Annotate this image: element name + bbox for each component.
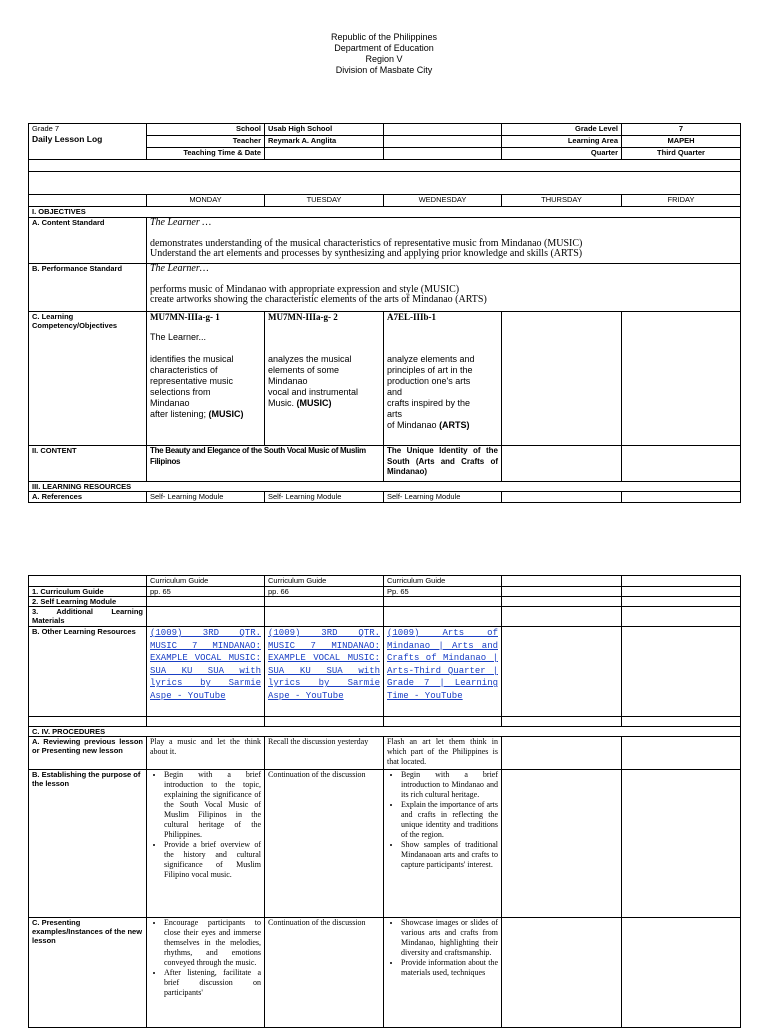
youtube-link-wednesday[interactable]: (1009) Arts of Mindanao | Arts and Crafts of Mindanao | Arts-Third Quarter | Grade 7 | Learning Time - YouTube [384, 627, 502, 717]
additional-materials-label: 3. Additional Learning Materials [29, 607, 147, 627]
performance-standard-arts: create artworks showing the characteristic elements of the arts of Mindanao (ARTS) [150, 294, 487, 305]
blank-cell [502, 492, 622, 503]
establishing-purpose-label: B. Establishing the purpose of the lesson [29, 770, 147, 918]
presenting-examples-label: C. Presenting examples/Instances of the new lesson [29, 918, 147, 1028]
reviewing-tuesday: Recall the discussion yesterday [265, 737, 384, 770]
youtube-link-tuesday[interactable]: (1009) 3RD QTR. MUSIC 7 MINDANAO: EXAMPLE VOCAL MUSIC: SUA KU SUA with lyrics by Sarmie Aspe - YouTube [265, 627, 384, 717]
blank-cell [622, 717, 741, 727]
competency-code-wednesday: A7EL-IIIb-1 [387, 312, 437, 322]
header-region: Region V [365, 54, 403, 64]
competency-tuesday-tag: (MUSIC) [296, 397, 332, 408]
presenting-monday-item-1: • Encourage participants to close their eyes and immerse themselves in the melodies, rhythms, and emotions conveyed through the music. [164, 918, 261, 968]
content-standard-arts: Understand the art elements and processes by synthesizing and applying prior knowledge and skills (ARTS) [150, 248, 583, 259]
blank-cell [622, 587, 741, 597]
school-value: Usab High School [265, 124, 384, 136]
references-wednesday: Self- Learning Module [384, 492, 502, 503]
competency-monday [147, 312, 265, 446]
references-monday: Self- Learning Module [147, 492, 265, 503]
references-tuesday: Self- Learning Module [265, 492, 384, 503]
procedures-heading: C. IV. PROCEDURES [29, 727, 741, 737]
competency-tuesday [265, 312, 384, 446]
objectives-heading: I. OBJECTIVES [29, 207, 741, 218]
performance-standard-music: performs music of Mindanao with appropriate expression and style (MUSIC) [150, 283, 460, 295]
grade-level-value: 7 [622, 124, 741, 136]
blank-cell [384, 148, 502, 160]
competency-wednesday-text: analyze elements and principles of art in the production one's arts and crafts inspired by the arts of Mindanao [387, 353, 475, 430]
blank-cell [265, 148, 384, 160]
blank-cell [502, 770, 622, 918]
blank-cell [622, 627, 741, 717]
blank-cell [29, 576, 147, 587]
blank-cell [29, 717, 147, 727]
blank-row [29, 172, 741, 195]
blank-cell [622, 770, 741, 918]
day-header-friday: FRIDAY [622, 195, 741, 207]
day-header-tuesday: TUESDAY [265, 195, 384, 207]
day-header-thursday: THURSDAY [502, 195, 622, 207]
blank-cell [502, 587, 622, 597]
competency-text-monday [150, 354, 261, 420]
performance-standard-learner: The Learner… [150, 263, 209, 274]
cg-header-wednesday: Curriculum Guide [384, 576, 502, 587]
self-learning-module-label: 2. Self Learning Module [29, 597, 147, 607]
content-music-topic: The Beauty and Elegance of the South Vocal Music of Muslim Filipinos [147, 446, 384, 482]
header-division: Division of Masbate City [335, 65, 433, 75]
blank-row [29, 160, 741, 172]
competency-wednesday [384, 312, 502, 446]
purpose-monday-item-2: • Provide a brief overview of the history and cultural significance of Muslim Filipino vocal music. [164, 840, 261, 880]
purpose-monday [147, 770, 265, 918]
blank-cell [622, 607, 741, 627]
purpose-monday-item-1: • Begin with a brief introduction to the topic, explaining the significance of the South Vocal Music of Muslim Filipinos in the cultural heritage of the Philippines. [164, 770, 261, 840]
competency-code-monday: MU7MN-IIIa-g- 1 [150, 312, 220, 322]
blank-cell [502, 446, 622, 482]
competency-thursday [502, 312, 622, 446]
blank-cell [622, 576, 741, 587]
purpose-wednesday-item-1: • Begin with a brief introduction to Mindanao and its rich cultural heritage. [401, 770, 498, 800]
cg-pages-monday: pp. 65 [147, 587, 265, 597]
competency-wednesday-tag: (ARTS) [439, 419, 470, 430]
reviewing-lesson-label: A. Reviewing previous lesson or Presenting new lesson [29, 737, 147, 770]
blank-cell [502, 918, 622, 1028]
purpose-wednesday-item-3: • Show samples of traditional Mindanaoan arts and crafts to capture participants' interest. [401, 840, 498, 870]
blank-cell [265, 717, 384, 727]
blank-cell [147, 607, 265, 627]
cg-header-monday: Curriculum Guide [147, 576, 265, 587]
competency-text-wednesday [387, 354, 498, 431]
teacher-value: Reymark A. Anglita [265, 136, 384, 148]
quarter-label: Quarter [502, 148, 622, 160]
school-label: School [147, 124, 265, 136]
purpose-wednesday [384, 770, 502, 918]
blank-cell [502, 737, 622, 770]
blank-cell [147, 717, 265, 727]
blank-cell [502, 576, 622, 587]
content-label: II. CONTENT [29, 446, 147, 482]
blank-cell [502, 597, 622, 607]
reviewing-wednesday: Flash an art let them think in which part of the Philippines is that located. [384, 737, 502, 770]
competency-monday-tag: (MUSIC) [208, 408, 244, 419]
presenting-wednesday-item-2: • Provide information about the materials used, techniques [401, 958, 498, 978]
content-arts-topic: The Unique Identity of the South (Arts and Crafts of Mindanao) [384, 446, 502, 482]
purpose-wednesday-item-2: • Explain the importance of arts and crafts in reflecting the unique identity and traditions of the region. [401, 800, 498, 840]
competency-label: C. Learning Competency/Objectives [29, 312, 147, 446]
blank-cell [265, 607, 384, 627]
blank-cell [622, 446, 741, 482]
performance-standard-label: B. Performance Standard [29, 264, 147, 312]
day-header-monday: MONDAY [147, 195, 265, 207]
blank-cell [384, 136, 502, 148]
blank-cell [502, 607, 622, 627]
grade-level-label: Grade Level [502, 124, 622, 136]
teacher-label: Teacher [147, 136, 265, 148]
blank-cell [29, 195, 147, 207]
competency-text-tuesday [268, 354, 380, 409]
learning-area-label: Learning Area [502, 136, 622, 148]
blank-cell [502, 627, 622, 717]
presenting-monday-item-2: • After listening, facilitate a brief discussion on participants' [164, 968, 261, 998]
presenting-tuesday: Continuation of the discussion [265, 918, 384, 1028]
lesson-log-table-1 [28, 123, 741, 503]
competency-code-tuesday: MU7MN-IIIa-g- 2 [268, 312, 338, 322]
blank-cell [622, 492, 741, 503]
learning-resources-heading: III. LEARNING RESOURCES [29, 482, 741, 492]
cg-pages-wednesday: Pp. 65 [384, 587, 502, 597]
learning-area-value: MAPEH [622, 136, 741, 148]
purpose-tuesday: Continuation of the discussion [265, 770, 384, 918]
header-department: Department of Education [334, 43, 434, 53]
grade-title-cell [29, 124, 147, 160]
blank-cell [384, 717, 502, 727]
blank-cell [265, 597, 384, 607]
grade-label: Grade 7 [32, 124, 60, 133]
blank-cell [384, 124, 502, 136]
blank-cell [502, 717, 622, 727]
content-standard-learner: The Learner … [150, 217, 212, 228]
cg-header-tuesday: Curriculum Guide [265, 576, 384, 587]
content-standard-cell [147, 218, 741, 264]
youtube-link-monday[interactable]: (1009) 3RD QTR. MUSIC 7 MINDANAO: EXAMPLE VOCAL MUSIC: SUA KU SUA with lyrics by Sarmie Aspe - YouTube [147, 627, 265, 717]
quarter-value: Third Quarter [622, 148, 741, 160]
lesson-log-table-2 [28, 575, 741, 1028]
reviewing-monday: Play a music and let the think about it. [147, 737, 265, 770]
references-label: A. References [29, 492, 147, 503]
presenting-wednesday-item-1: • Showcase images or slides of various arts and crafts from Mindanao, highlighting their diversity and craftsmanship. [401, 918, 498, 958]
competency-monday-text: identifies the musical characteristics of representative music selections from Mindanao after listening; [150, 353, 234, 419]
competency-learner: The Learner... [150, 331, 207, 342]
content-standard-music: demonstrates understanding of the musical characteristics of representative music from Mindanao (MUSIC) [150, 237, 583, 249]
presenting-wednesday [384, 918, 502, 1028]
cg-pages-tuesday: pp. 66 [265, 587, 384, 597]
blank-cell [622, 597, 741, 607]
content-standard-label: A. Content Standard [29, 218, 147, 264]
blank-cell [622, 737, 741, 770]
competency-tuesday-text: analyzes the musical elements of some Mindanao vocal and instrumental Music. [268, 353, 359, 408]
header-republic: Republic of the Philippines [330, 32, 438, 42]
day-header-wednesday: WEDNESDAY [384, 195, 502, 207]
curriculum-guide-label: 1. Curriculum Guide [29, 587, 147, 597]
blank-cell [622, 918, 741, 1028]
daily-lesson-log-title: Daily Lesson Log [32, 134, 103, 144]
performance-standard-cell [147, 264, 741, 312]
other-resources-label: B. Other Learning Resources [29, 627, 147, 717]
teaching-time-label: Teaching Time & Date [147, 148, 265, 160]
blank-cell [384, 607, 502, 627]
presenting-monday [147, 918, 265, 1028]
blank-cell [147, 597, 265, 607]
competency-friday [622, 312, 741, 446]
blank-cell [384, 597, 502, 607]
